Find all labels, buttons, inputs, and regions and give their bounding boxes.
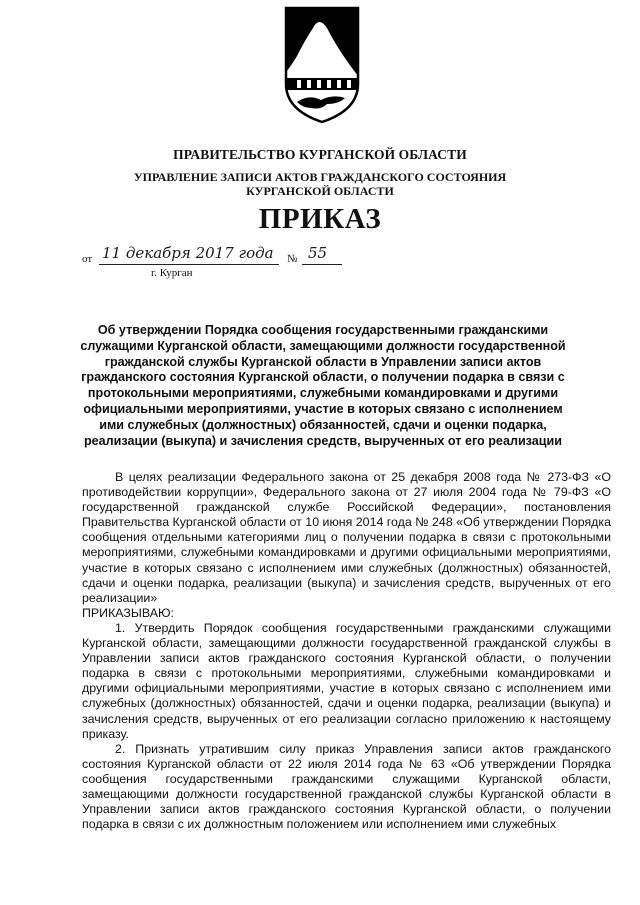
order-subject-heading: Об утверждении Порядка сообщения государственными гражданскими служащими Курганской области, замещающими должности государственной гражданской службы Курганской области в Управлении записи актов гражданского состояния Курганской области, о получении подарка в связи с протокольными мероприятиями, служебными командировками и другими официальными мероприятиями, участие в которых связано с исполнением ими служебных (должностных) обязанностей, сдачи и оценки подарка, реализации (выкупа) и зачисления средств, вырученных от его реализации xyxy=(80,323,566,448)
government-name: ПРАВИТЕЛЬСТВО КУРГАНСКОЙ ОБЛАСТИ xyxy=(173,147,467,162)
date-underline xyxy=(99,264,279,265)
document-type-title: ПРИКАЗ xyxy=(258,203,382,235)
order-item-2: 2. Признать утратившим силу приказ Управления записи актов гражданского состояния Курганской области от 22 июля 2014 года № 63 «Об утверждении Порядка сообщения государственными гражданскими служащими Курганской области, замещающими должности государственной гражданской службы Курганской области в Управлении записи актов гражданского состояния Курганской области, о получении подарка в связи с их должностным положением или исполнением ими служебных xyxy=(82,741,611,832)
department-name-line1: УПРАВЛЕНИЕ ЗАПИСИ АКТОВ ГРАЖДАНСКОГО СОСТОЯНИЯ xyxy=(133,170,507,184)
order-word: ПРИКАЗЫВАЮ: xyxy=(82,605,174,620)
city-label: г. Курган xyxy=(151,267,193,279)
preamble-paragraph: В целях реализации Федерального закона от 25 декабря 2008 года № 273-ФЗ «О противодействии коррупции», Федерального закона от 27 июля 2004 года № 79-ФЗ «О государственной гражданской службе Российской Федерации», постановления Правительства Курганской области от 10 июня 2014 года № 248 «Об утверждении Порядка сообщения отдельными категориями лиц о получении подарка в связи с протокольными мероприятиями, служебными командировками и другими официальными мероприятиями, участие в которых связано с исполнением ими служебных (должностных) обязанностей, сдачи и оценки подарка, реализации (выкупа) и зачисления средств, вырученных от его реализации» xyxy=(82,470,611,605)
date-from-label: от xyxy=(82,253,93,265)
number-underline xyxy=(302,264,342,265)
handwritten-date: 11 декабря 2017 года xyxy=(102,244,274,262)
handwritten-number: 55 xyxy=(308,244,328,262)
coat-of-arms-emblem xyxy=(283,6,361,124)
order-body xyxy=(82,470,611,832)
number-label: № xyxy=(287,253,298,265)
department-name-line2: КУРГАНСКОЙ ОБЛАСТИ xyxy=(246,184,394,198)
order-item-1: 1. Утвердить Порядок сообщения государственными гражданскими служащими Курганской области, замещающими должности государственной гражданской службы в Управлении записи актов гражданского состояния Курганской области, о получении подарка в связи с протокольными мероприятиями, служебными командировками и другими официальными мероприятиями, участие в которых связано с исполнением ими служебных (должностных) обязанностей, сдачи и оценки подарка, реализации (выкупа) и зачисления средств, вырученных от его реализации согласно приложению к настоящему приказу. xyxy=(82,620,611,741)
